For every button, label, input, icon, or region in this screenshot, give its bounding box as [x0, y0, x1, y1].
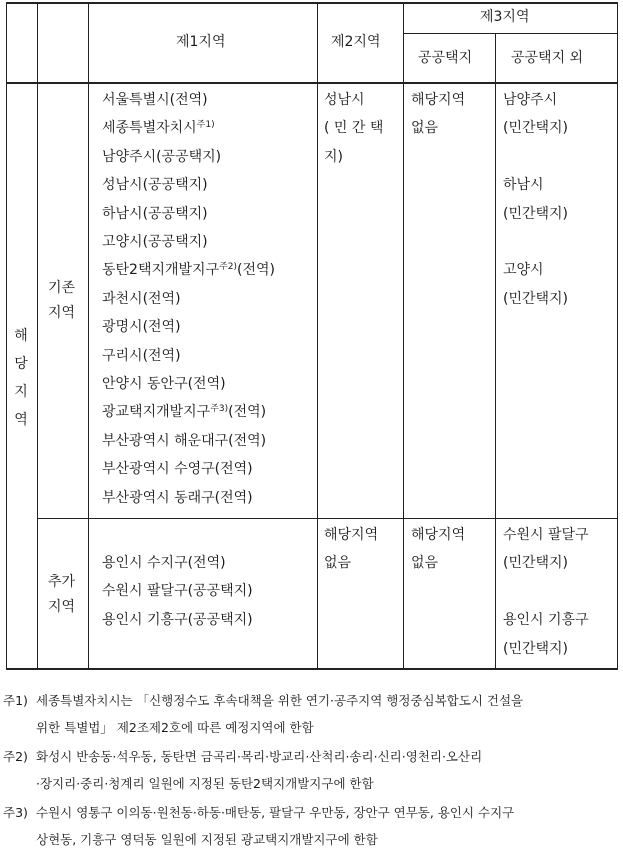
- added-zone2-cell: [324, 521, 378, 578]
- footnote-text: 화성시 반송동·석우동, 동탄면 금곡리·목리·방교리·산척리·송리·신리·영천리·오산리: [36, 749, 483, 764]
- zone3-subheader-divider: [403, 33, 618, 34]
- table-border-left: [6, 2, 7, 669]
- cell-line: 해당지역: [324, 527, 379, 543]
- existing-label: [48, 276, 75, 326]
- footnote-marker: 주1): [3, 693, 28, 708]
- cell-line: (민간택지): [503, 120, 569, 137]
- list-item: 광교택지개발지구$^{주3)}$(전역): [102, 404, 267, 421]
- footnote-text: ·장지리·중리·청계리 일원에 지정된 동탄2택지개발지구에 한함: [36, 776, 374, 791]
- col-divider-4: [403, 2, 404, 669]
- added-zone3-other-cell: [503, 521, 589, 663]
- cell-line: (민간택지): [503, 205, 569, 222]
- list-item: 하남시(공공택지): [102, 205, 208, 222]
- table-border-bottom: [6, 668, 618, 670]
- footnote-ref: 주3): [210, 404, 229, 415]
- footnote-2: [3, 743, 483, 797]
- list-item: 광명시(전역): [102, 319, 181, 336]
- list-item: 과천시(전역): [102, 290, 181, 307]
- existing-added-divider: [37, 518, 618, 519]
- existing-label-line2: 지역: [48, 305, 76, 321]
- added-label: [48, 570, 75, 620]
- cell-line: 고양시: [503, 262, 544, 279]
- cell-line: 없음: [411, 120, 439, 137]
- existing-zone1-list: [102, 86, 275, 512]
- list-item: 부산광역시 동래구(전역): [102, 489, 253, 506]
- list-item: 부산광역시 해운대구(전역): [102, 432, 267, 449]
- col-divider-5: [495, 33, 496, 669]
- cell-line: 성남시: [324, 92, 365, 108]
- added-zone3-public-cell: [411, 521, 465, 578]
- list-item: 수원시 팔달구(공공택지): [102, 583, 253, 600]
- footnote-marker: 주2): [3, 749, 28, 764]
- col-divider-2: [88, 2, 89, 669]
- list-item: 세종특별자치시$^{주1)}$: [102, 120, 215, 137]
- existing-zone3-public-cell: [411, 86, 465, 143]
- list-item: 안양시 동안구(전역): [102, 376, 226, 393]
- footnote-text: 상현동, 기흥구 영덕동 일원에 지정된 광교택지개발지구에 한함: [36, 832, 378, 847]
- cell-line: 없음: [324, 555, 352, 572]
- footnote-ref: 주2): [219, 262, 238, 273]
- cell-line: 지): [324, 148, 343, 165]
- footnote-ref: 주1): [196, 120, 215, 131]
- header-zone3-public: 공공택지: [418, 50, 473, 66]
- list-item: 남양주시(공공택지): [102, 148, 222, 165]
- table-border-top: [6, 2, 618, 4]
- cell-line: [503, 578, 589, 606]
- cell-line: 용인시 기흥구: [503, 612, 589, 629]
- cell-line: 해당지역: [411, 527, 466, 543]
- col-divider-3: [317, 2, 318, 669]
- added-zone1-list: [102, 549, 253, 634]
- row-group-char: 해: [14, 328, 28, 344]
- cell-line: [503, 143, 568, 171]
- footnote-text: 위한 특별법」 제2조제2호에 따른 예정지역에 한함: [36, 720, 314, 735]
- list-item: 용인시 기흥구(공공택지): [102, 611, 253, 628]
- list-item: 구리시(전역): [102, 347, 181, 364]
- cell-line: 하남시: [503, 177, 544, 194]
- footnote-text: 세종특별자치시는 「신행정수도 후속대책을 위한 연기·공주지역 행정중심복합도시 건설을: [36, 693, 524, 708]
- existing-zone3-other-cell: [503, 86, 568, 313]
- list-item: 서울특별시(전역): [102, 92, 208, 108]
- cell-line: ( 민 간 택: [324, 120, 384, 137]
- header-zone3-other: 공공택지 외: [511, 50, 584, 66]
- cell-line: 없음: [411, 555, 439, 572]
- list-item: 고양시(공공택지): [102, 234, 208, 251]
- footnote-marker: 주3): [3, 805, 28, 820]
- footnote-text: 수원시 영통구 이의동·원천동·하동·매탄동, 팔달구 우만동, 장안구 연무동, 용인시 수지구: [36, 805, 515, 820]
- existing-zone2-cell: [324, 86, 383, 171]
- row-group-char: 지: [14, 384, 28, 400]
- header-zone3: 제3지역: [480, 9, 530, 25]
- list-item: 용인시 수지구(전역): [102, 555, 226, 571]
- table-border-right: [617, 2, 618, 669]
- list-item: 동탄2택지개발지구$^{주2)}$(전역): [102, 262, 276, 279]
- cell-line: [503, 228, 568, 256]
- existing-label-line1: 기존: [48, 280, 76, 296]
- list-item: 부산광역시 수영구(전역): [102, 461, 253, 478]
- col-divider-1: [37, 2, 38, 669]
- cell-line: (민간택지): [503, 290, 569, 307]
- added-label-line2: 지역: [48, 599, 76, 615]
- added-label-line1: 추가: [48, 574, 76, 590]
- list-item: 성남시(공공택지): [102, 177, 208, 194]
- footnote-1: [3, 687, 524, 741]
- row-group-char: 역: [14, 412, 28, 428]
- footnote-3: [3, 799, 515, 853]
- row-group-char: 당: [14, 356, 28, 372]
- cell-line: 남양주시: [503, 92, 558, 108]
- cell-line: 해당지역: [411, 92, 466, 108]
- cell-line: (민간택지): [503, 555, 569, 572]
- row-group-label: [12, 322, 30, 434]
- cell-line: 수원시 팔달구: [503, 527, 589, 543]
- cell-line: (민간택지): [503, 640, 569, 657]
- table-header-divider: [6, 82, 618, 84]
- header-zone2: 제2지역: [331, 34, 381, 50]
- header-zone1: 제1지역: [176, 34, 226, 50]
